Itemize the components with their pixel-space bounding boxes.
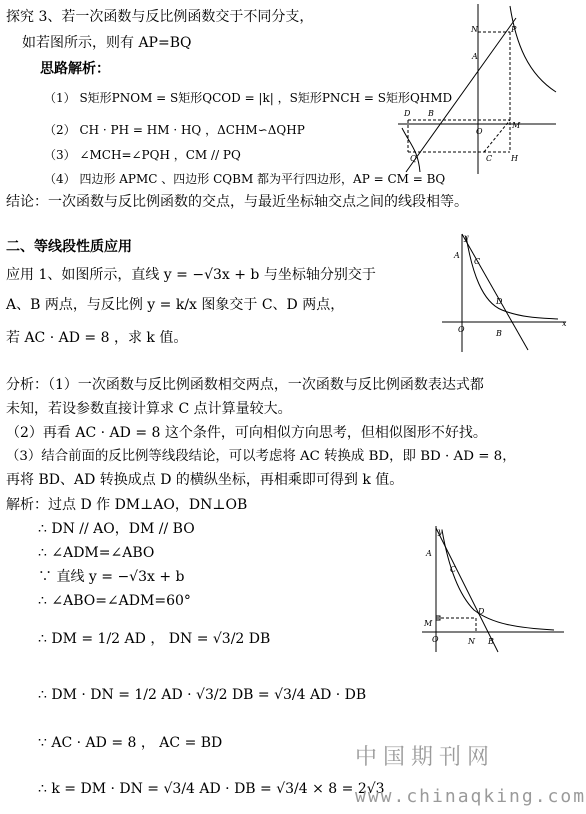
idea-step-4: （4） 四边形 APMC 、四边形 CQBM 都为平行四边形，AP = CM = BQ (44, 172, 446, 186)
application-1-line-3: 若 AC · AD = 8 ，求 k 值。 (6, 330, 188, 346)
figure-1-diagram (398, 4, 558, 176)
fig1-label-B: B (428, 109, 434, 118)
analysis-line-5: 再将 BD、AD 转换成点 D 的横纵坐标，再相乘即可得到 k 值。 (6, 472, 404, 488)
watermark-cn: 中国期刊网 (355, 745, 496, 770)
fig3-label-y: y (438, 527, 443, 536)
fig1-label-D: D (404, 109, 411, 118)
fig2-label-y: y (464, 233, 469, 242)
figure-2-diagram (432, 232, 572, 354)
solution-step-4: ∴ ∠ABO=∠ADM=60° (38, 593, 191, 609)
fig3-label-O: O (432, 635, 439, 644)
solution-step-2: ∴ ∠ADM=∠ABO (38, 545, 155, 561)
idea-step-1: （1） S矩形PNOM = S矩形QCOD = |k| ，S矩形PNCH = S矩形QHMD (44, 91, 453, 105)
analysis-line-4: （3）结合前面的反比例等线段结论，可以考虑将 AC 转换成 BD，即 BD · AD = 8， (6, 449, 516, 464)
idea-step-3: （3） ∠MCH=∠PQH ，CM // PQ (44, 148, 241, 162)
application-1-line-2: A、B 两点，与反比例 y = k/x 图象交于 C、D 两点， (6, 297, 345, 313)
fig1-label-N: N (471, 25, 478, 34)
fig1-label-C: C (486, 154, 493, 163)
fig1-label-H: H (511, 154, 518, 163)
conclusion: 结论：一次函数与反比例函数的交点，与最近坐标轴交点之间的线段相等。 (6, 194, 468, 210)
fig2-label-D: D (496, 297, 503, 306)
fig2-label-x: x (562, 319, 567, 328)
fig2-label-B: B (496, 329, 502, 338)
fig3-label-N: N (468, 637, 475, 646)
solution-idea-heading: 思路解析： (40, 61, 110, 77)
idea-step-2: （2） CH · PH = HM · HQ ，ΔCHM∽ΔQHP (44, 123, 305, 137)
analysis-line-3: （2）再看 AC · AD = 8 这个条件，可向相似方向思考，但相似图形不好找。 (6, 425, 487, 441)
exploration-3-title: 探究 3、若一次函数与反比例函数交于不同分支， (6, 9, 314, 25)
solution-step-5: ∴ DM = 1/2 AD ， DN = √3/2 DB (38, 631, 271, 647)
fig3-label-B: B (488, 637, 494, 646)
fig2-label-C: C (474, 257, 481, 266)
analysis-line-2: 未知，若设参数直接计算求 C 点计算量较大。 (6, 401, 292, 417)
solution-intro: 解析：过点 D 作 DM⊥AO，DN⊥OB (6, 497, 248, 513)
fig2-label-A: A (454, 251, 460, 260)
figure-3-diagram (418, 524, 570, 654)
solution-step-1: ∴ DN // AO，DM // BO (38, 521, 195, 537)
fig3-label-M: M (424, 619, 433, 628)
analysis-line-1: 分析：（1）一次函数与反比例函数相交两点，一次函数与反比例函数表达式都 (6, 377, 484, 393)
exploration-3-statement: 如若图所示，则有 AP=BQ (22, 35, 192, 51)
fig1-label-P: P (511, 25, 517, 34)
fig1-label-Q: Q (410, 154, 417, 163)
fig2-label-O: O (458, 325, 465, 334)
fig3-label-A: A (426, 549, 432, 558)
solution-step-6: ∴ DM · DN = 1/2 AD · √3/2 DB = √3/4 AD · DB (38, 687, 367, 703)
solution-step-7: ∵ AC · AD = 8 ， AC = BD (38, 735, 223, 751)
solution-step-3: ∵ 直线 y = −√3x + b (38, 569, 185, 585)
watermark-url: www.chinaqking.com (355, 786, 586, 807)
application-1-line-1: 应用 1、如图所示，直线 y = −√3x + b 与坐标轴分别交于 (6, 267, 376, 283)
fig1-label-A: A (472, 52, 478, 61)
solution-step-8: ∴ k = DM · DN = √3/4 AD · DB = √3/4 × 8 = 2√3 (38, 781, 385, 797)
fig3-label-D: D (478, 607, 485, 616)
fig1-label-O: O (476, 127, 483, 136)
section-2-heading: 二、等线段性质应用 (6, 239, 132, 255)
fig1-label-M: M (512, 121, 521, 130)
fig3-label-C: C (450, 565, 457, 574)
